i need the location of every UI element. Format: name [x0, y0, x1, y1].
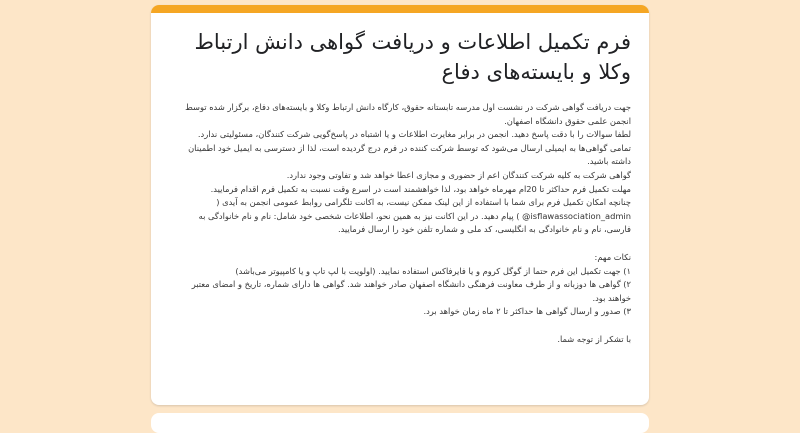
form-header-card [151, 5, 649, 405]
note-item: ۱) جهت تکمیل این فرم حتما از گوگل کروم و یا فایرفاکس استفاده نمایید. (اولویت با لپ تاپ و یا کامپیوتر می‌باشد) [235, 265, 631, 276]
notes-title: نکات مهم: [594, 251, 631, 262]
thanks-text: با تشکر از توجه شما. [557, 333, 631, 344]
email-paragraph: تمامی گواهی‌ها به ایمیلی ارسال می‌شود که توسط شرکت کننده در فرم درج گردیده است، لذا از دسترسی به ایمیل خود اطمینان داشته باشید. [188, 142, 631, 167]
accuracy-paragraph: لطفا سوالات را با دقت پاسخ دهید. انجمن در برابر مغایرت اطلاعات و یا اشتباه در پاسخ‌گویی شرکت کنندگان، مسئولیتی ندارد. [197, 129, 631, 140]
telegram-paragraph: چنانچه امکان تکمیل فرم برای شما با استفاده از این لینک ممکن نیست، به اکانت تلگرامی روابط عمومی انجمن به آیدی ( isflawassociation_admin@ ) پیام دهید. در این اکانت نیز به همین نحو، اطلاعات شخصی خود شامل: نام و نام خانوادگی به فارسی، نام و نام خانوادگی به انگلیسی، کد ملی و شماره تلفن خود را ارسال فرمایید. [198, 197, 631, 235]
next-question-card [151, 413, 649, 433]
attendance-paragraph: گواهی شرکت به کلیه شرکت کنندگان اعم از حضوری و مجازی اعطا خواهد شد و تفاوتی وجود ندارد. [286, 169, 631, 180]
note-item: ۳) صدور و ارسال گواهی ها حداکثر تا ۲ ماه زمان خواهد برد. [423, 306, 631, 317]
accent-bar [151, 5, 649, 13]
intro-paragraph: جهت دریافت گواهی شرکت در نشست اول مدرسه تابستانه حقوق، کارگاه دانش ارتباط وکلا و بایسته‌های دفاع، برگزار شده توسط انجمن علمی حقوق دانشگاه اصفهان. [185, 102, 631, 126]
note-item: ۲) گواهی ها دوزبانه و از طرف معاونت فرهنگی دانشگاه اصفهان صادر خواهند شد. گواهی ها دارای شماره، تاریخ و امضای معتبر خواهند بود. [191, 279, 631, 303]
deadline-paragraph: مهلت تکمیل فرم حداکثر تا 20ام مهرماه خواهد بود، لذا خواهشمند است در اسرع وقت نسبت به تکمیل فرم اقدام فرمایید. [210, 183, 631, 194]
form-description [169, 101, 631, 347]
form-title: فرم تکمیل اطلاعات و دریافت گواهی دانش ارتباط وکلا و بایسته‌های دفاع [194, 30, 631, 84]
